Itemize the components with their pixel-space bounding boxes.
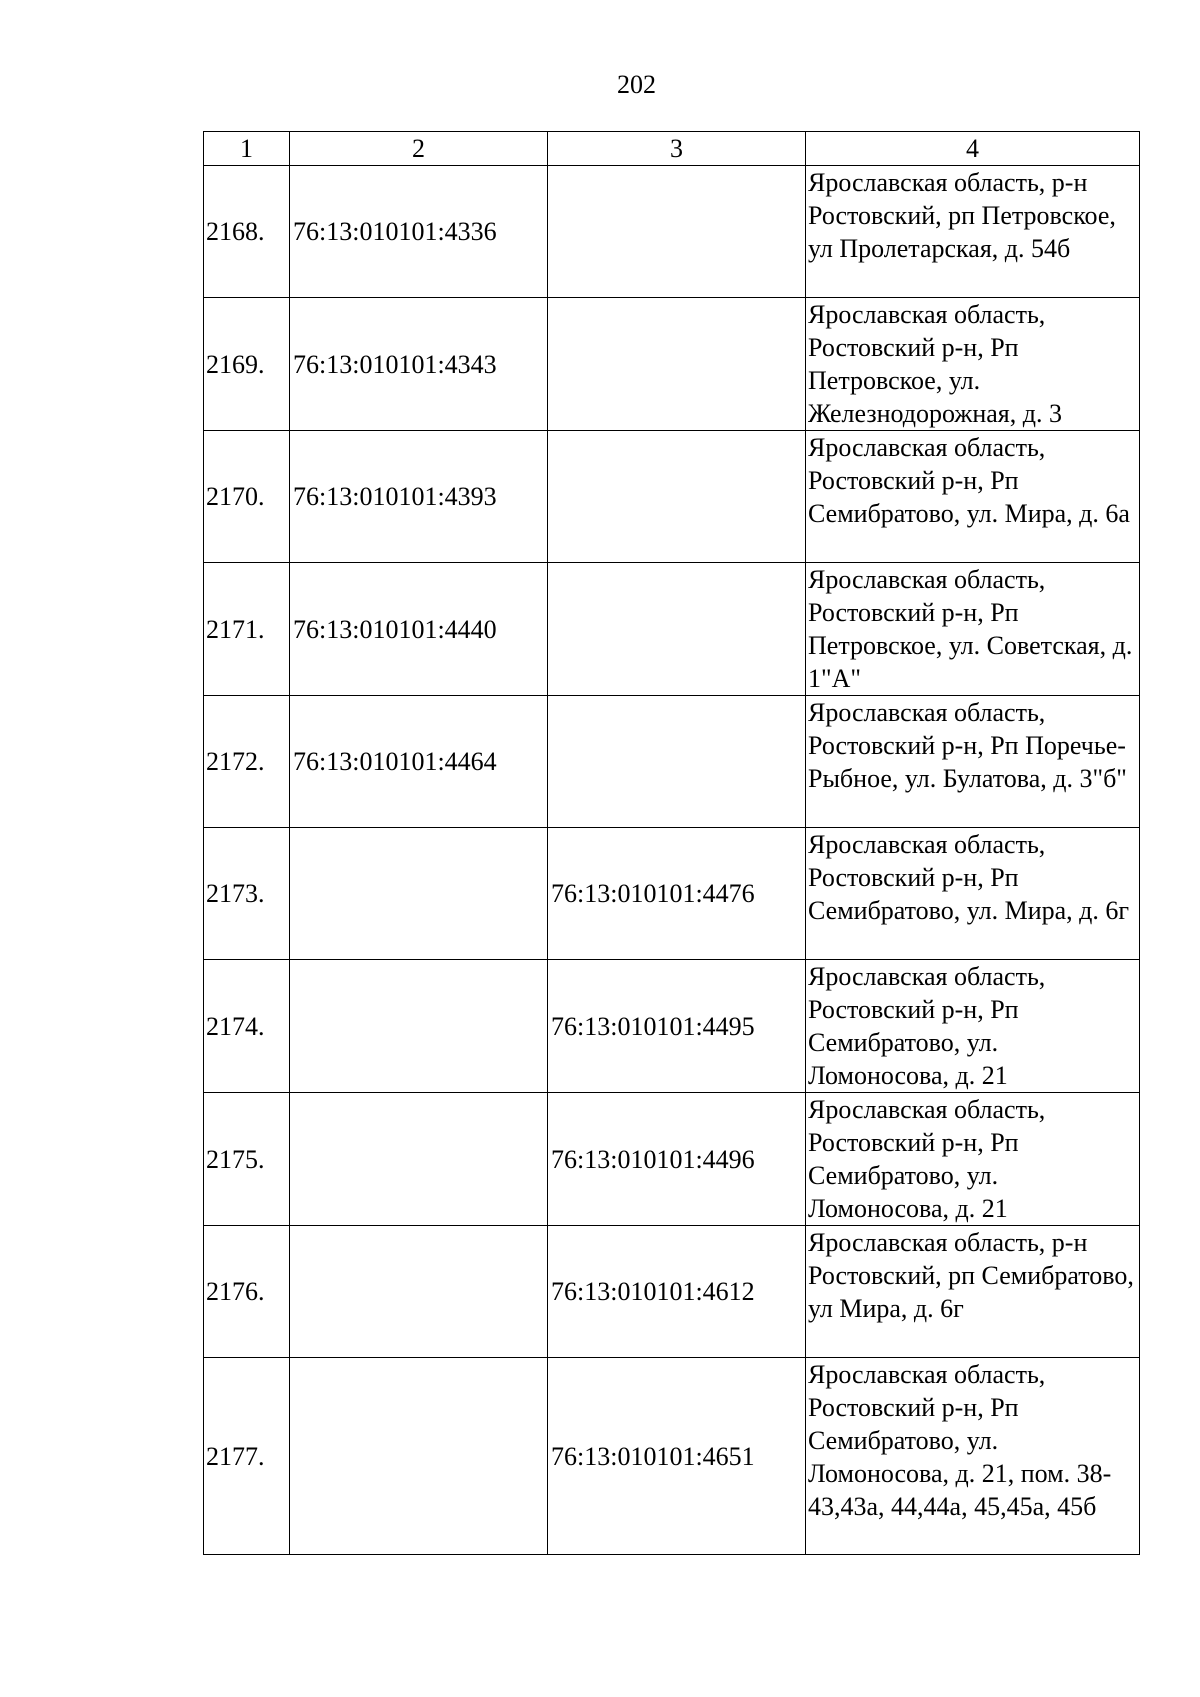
cadastral-number-col3: 76:13:010101:4651	[548, 1358, 806, 1555]
address: Ярославская область, Ростовский р-н, Рп Семибратово, ул. Ломоносова, д. 21, пом. 38-43,43а, 44,44а, 45,45а, 45б	[806, 1358, 1140, 1555]
row-number: 2175.	[204, 1093, 290, 1226]
table-row	[204, 828, 1140, 960]
table-row	[204, 960, 1140, 1093]
address: Ярославская область, Ростовский р-н, Рп Семибратово, ул. Мира, д. 6а	[806, 431, 1140, 563]
column-header-3: 3	[548, 132, 806, 166]
row-number: 2169.	[204, 298, 290, 431]
cadastral-number-col2	[290, 1358, 548, 1555]
row-number: 2173.	[204, 828, 290, 960]
table-row	[204, 431, 1140, 563]
cadastral-number-col3: 76:13:010101:4496	[548, 1093, 806, 1226]
address: Ярославская область, р-н Ростовский, рп Семибратово, ул Мира, д. 6г	[806, 1226, 1140, 1358]
table-row	[204, 1358, 1140, 1555]
row-number: 2174.	[204, 960, 290, 1093]
address: Ярославская область, Ростовский р-н, Рп Петровское, ул. Железнодорожная, д. 3	[806, 298, 1140, 431]
table-row	[204, 1226, 1140, 1358]
table-row	[204, 166, 1140, 298]
cadastral-number-col2: 76:13:010101:4343	[290, 298, 548, 431]
column-header-2: 2	[290, 132, 548, 166]
address: Ярославская область, Ростовский р-н, Рп Поречье-Рыбное, ул. Булатова, д. 3"б"	[806, 696, 1140, 828]
cadastral-number-col2: 76:13:010101:4464	[290, 696, 548, 828]
row-number: 2172.	[204, 696, 290, 828]
cadastral-number-col3: 76:13:010101:4612	[548, 1226, 806, 1358]
row-number: 2170.	[204, 431, 290, 563]
row-number: 2176.	[204, 1226, 290, 1358]
cadastral-number-col3	[548, 563, 806, 696]
cadastral-number-col2	[290, 828, 548, 960]
address: Ярославская область, Ростовский р-н, Рп Петровское, ул. Советская, д. 1"А"	[806, 563, 1140, 696]
table-row	[204, 563, 1140, 696]
page-number: 202	[617, 70, 656, 99]
row-number: 2168.	[204, 166, 290, 298]
column-header-1: 1	[204, 132, 290, 166]
address: Ярославская область, р-н Ростовский, рп Петровское, ул Пролетарская, д. 54б	[806, 166, 1140, 298]
row-number: 2171.	[204, 563, 290, 696]
cadastral-number-col3	[548, 166, 806, 298]
table-row	[204, 1093, 1140, 1226]
cadastral-number-col3	[548, 696, 806, 828]
register-table	[203, 131, 1140, 1555]
cadastral-number-col2	[290, 1093, 548, 1226]
header-row	[204, 132, 1140, 166]
table-row	[204, 696, 1140, 828]
cadastral-number-col2: 76:13:010101:4336	[290, 166, 548, 298]
cadastral-number-col3	[548, 431, 806, 563]
cadastral-number-col3	[548, 298, 806, 431]
cadastral-number-col2: 76:13:010101:4393	[290, 431, 548, 563]
cadastral-number-col3: 76:13:010101:4495	[548, 960, 806, 1093]
cadastral-number-col2	[290, 960, 548, 1093]
address: Ярославская область, Ростовский р-н, Рп Семибратово, ул. Ломоносова, д. 21	[806, 960, 1140, 1093]
cadastral-number-col2: 76:13:010101:4440	[290, 563, 548, 696]
table-row	[204, 298, 1140, 431]
cadastral-number-col3: 76:13:010101:4476	[548, 828, 806, 960]
address: Ярославская область, Ростовский р-н, Рп Семибратово, ул. Мира, д. 6г	[806, 828, 1140, 960]
column-header-4: 4	[806, 132, 1140, 166]
row-number: 2177.	[204, 1358, 290, 1555]
cadastral-number-col2	[290, 1226, 548, 1358]
address: Ярославская область, Ростовский р-н, Рп Семибратово, ул. Ломоносова, д. 21	[806, 1093, 1140, 1226]
